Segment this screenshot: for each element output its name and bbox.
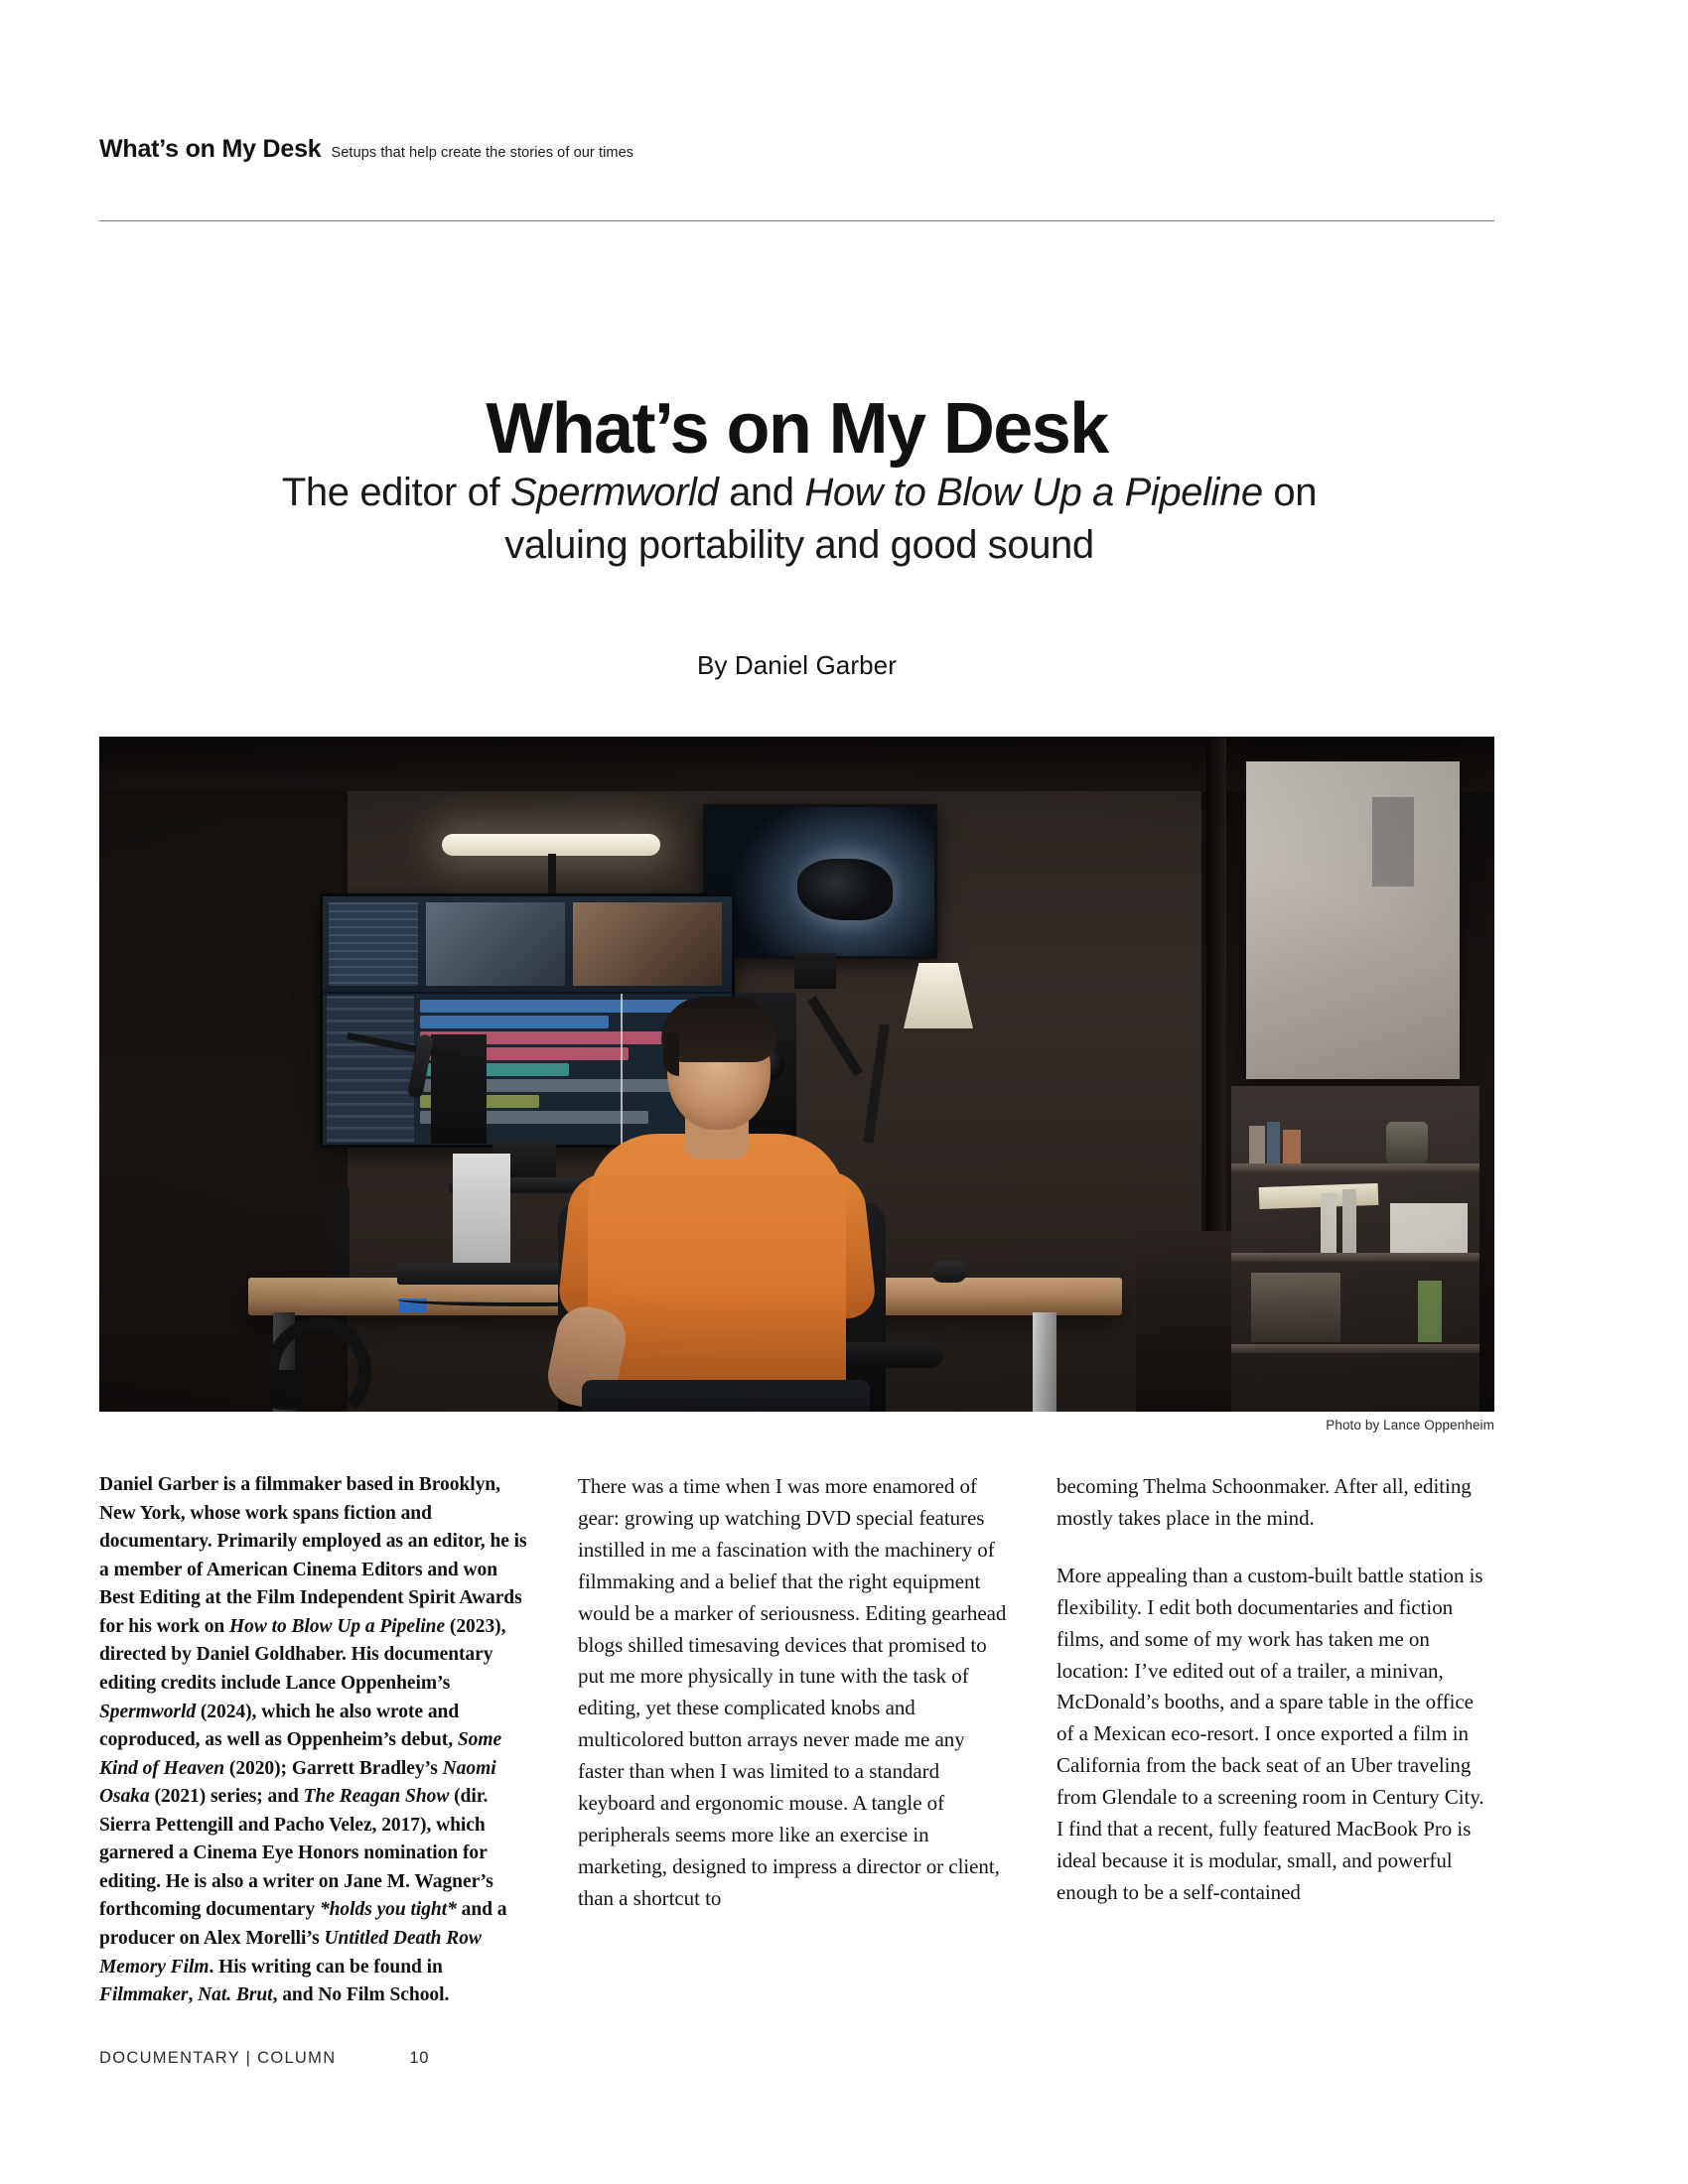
bio-text: Daniel Garber is a filmmaker based in Brooklyn, New York, whose work spans fiction and documentary. Primarily employed as an editor, he is a member of American Cinema Editors and won Best Editing at the Film Independent Spirit Awards for his work on xyxy=(99,1474,527,1637)
bio-text: , and No Film School. xyxy=(272,1984,450,2006)
footer-publication xyxy=(99,2049,336,2068)
bio-text: (2021) series; and xyxy=(149,1786,304,1808)
bio-text: (2023), directed by Daniel Goldhaber. His documentary editing credits include Lance Oppenheim’s xyxy=(99,1615,506,1694)
photo-credit: Photo by Lance Oppenheim xyxy=(1326,1418,1494,1433)
bio-title: Spermworld xyxy=(99,1701,197,1722)
body-paragraph: becoming Thelma Schoonmaker. After all, editing mostly takes place in the mind. xyxy=(1056,1474,1472,1530)
footer-publication-name: DOCUMENTARY xyxy=(99,2049,240,2067)
bio-title: *holds you tight* xyxy=(319,1899,457,1921)
bio-text: (dir. Sierra Pettengill and Pacho Velez, 2017), which garnered a Cinema Eye Honors nomination for editing. He is also a writer on Jane M. Wagner’s forthcoming documentary xyxy=(99,1786,493,1921)
deck-part-1: The editor of xyxy=(281,471,510,514)
article-columns xyxy=(99,1471,1499,2006)
author-bio xyxy=(99,1471,536,2010)
bio-text: and a producer on Alex Morelli’s xyxy=(99,1899,507,1949)
body-paragraph: More appealing than a custom-built battle station is flexibility. I edit both documentaries and fiction films, and some of my work has taken me on location: I’ve edited out of a trailer, a minivan, McDonald’s booths, and a spare table in the office of a Mexican eco-resort. I once exported a film in California from the back seat of an Uber traveling from Glendale to a screening room in Century City. I find that a recent, fully featured MacBook Pro is ideal because it is modular, small, and powerful enough to be a self-contained xyxy=(1056,1563,1484,1904)
deck-italic-title-2: How to Blow Up a Pipeline xyxy=(804,471,1263,514)
deck-part-3: on valuing portability and good sound xyxy=(504,471,1318,568)
bio-text: (2024), which he also wrote and coproduced, as well as Oppenheim’s debut, xyxy=(99,1701,460,1751)
header-divider xyxy=(99,220,1494,221)
running-head-subtitle: Setups that help create the stories of our times xyxy=(331,145,634,161)
bio-text: , xyxy=(188,1984,199,2006)
bio-title: Some Kind of Heaven xyxy=(99,1729,502,1779)
page-footer xyxy=(99,2049,429,2068)
photo-illustration xyxy=(99,737,1494,1412)
running-head-title: What’s on My Desk xyxy=(99,135,322,163)
bio-title: Filmmaker xyxy=(99,1984,189,2006)
column-1 xyxy=(99,1471,536,2010)
article-photo xyxy=(99,737,1494,1412)
running-head xyxy=(99,135,633,164)
bio-title: Naomi Osaka xyxy=(99,1757,496,1808)
bio-text: . His writing can be found in xyxy=(209,1956,443,1978)
body-paragraph: There was a time when I was more enamored of gear: growing up watching DVD special features instilled in me a fascination with the machinery of filmmaking and a belief that the right equipment would be a marker of seriousness. Editing gearhead blogs shilled timesaving devices that promised to put me more physically in tune with the task of editing, yet these complicated knobs and multicolored button arrays never made me any faster than when I was limited to a standard keyboard and ergonomic mouse. A tangle of peripherals seems more like an exercise in marketing, designed to impress a director or client, than a shortcut to xyxy=(578,1474,1007,1910)
bio-title: The Reagan Show xyxy=(303,1786,450,1808)
bio-title: Untitled Death Row Memory Film xyxy=(99,1928,482,1978)
deck-part-2: and xyxy=(718,471,805,514)
bio-title: How to Blow Up a Pipeline xyxy=(229,1615,446,1637)
photo-vignette xyxy=(99,737,1494,1412)
column-2 xyxy=(578,1471,1015,1915)
page-title: What’s on My Desk xyxy=(486,389,1108,470)
page-number: 10 xyxy=(409,2049,429,2067)
bio-title: Nat. Brut xyxy=(198,1984,273,2006)
article-deck xyxy=(218,467,1380,572)
column-3 xyxy=(1056,1471,1493,1930)
footer-separator: | xyxy=(245,2049,252,2067)
bio-text: (2020); Garrett Bradley’s xyxy=(224,1757,443,1779)
byline: By Daniel Garber xyxy=(696,650,898,680)
deck-italic-title-1: Spermworld xyxy=(509,471,719,514)
footer-section: COLUMN xyxy=(257,2049,337,2067)
